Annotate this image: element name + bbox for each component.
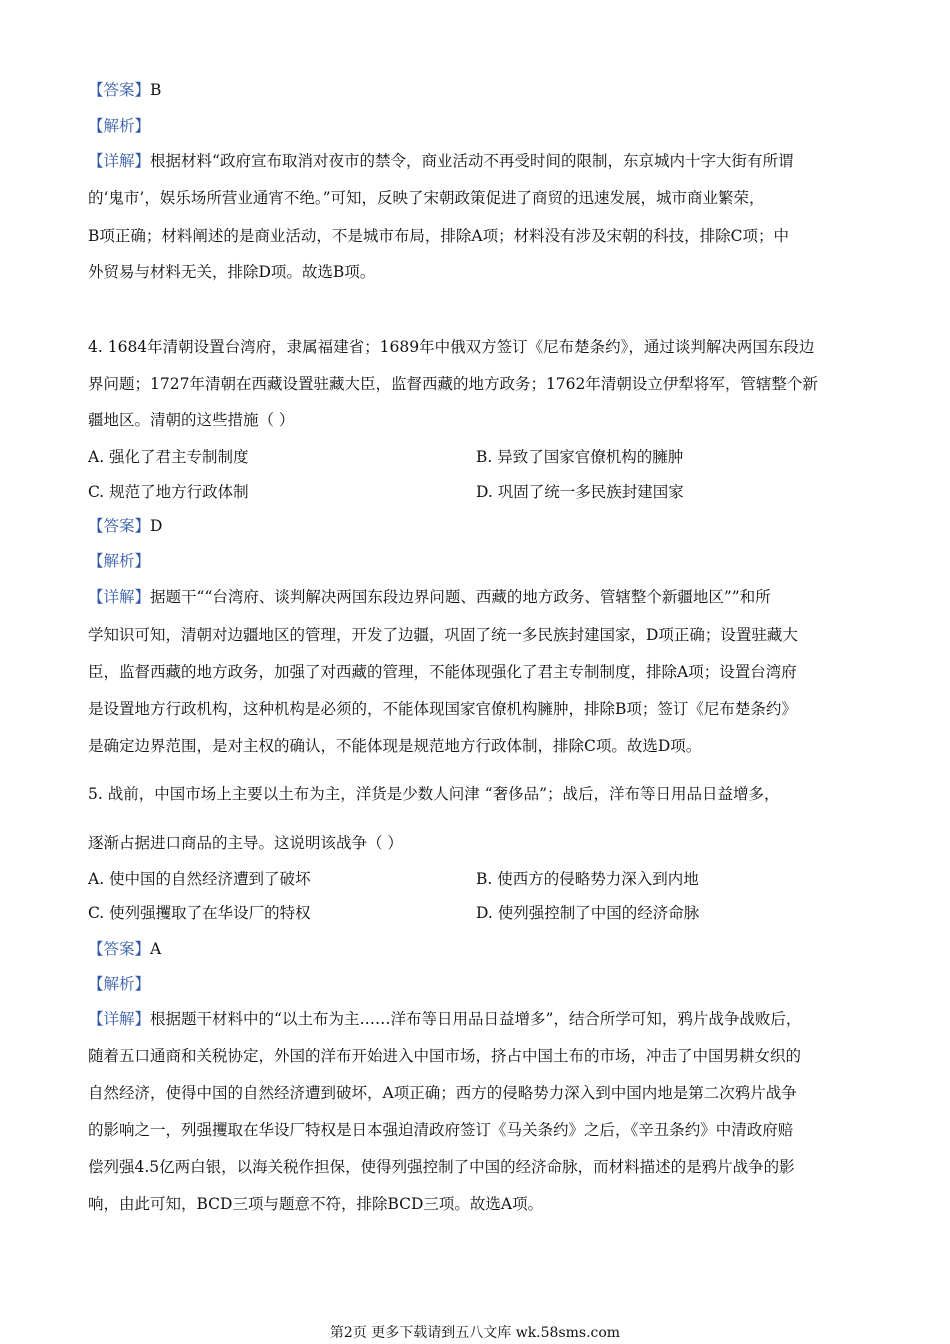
- q3-detail-line: 外贸易与材料无关，排除D项。故选B项。: [88, 263, 376, 281]
- q4-stem-line: 界问题；1727年清朝在西藏设置驻藏大臣，监督西藏的地方政务；1762年清朝设立伊犁将军，管辖整个新: [88, 375, 818, 393]
- q5-stem-line: 5. 战前，中国市场上主要以土布为主，洋货是少数人问津 “奢侈品”；战后，洋布等日用品日益增多，: [88, 785, 780, 803]
- detail-label: 【详解】: [88, 588, 151, 606]
- q4-detail-line: 学知识可知，清朝对边疆地区的管理，开发了边疆，巩固了统一多民族封建国家，D项正确；设置驻藏大: [88, 626, 798, 644]
- q4-stem-line: 疆地区。清朝的这些措施（ ）: [88, 411, 295, 429]
- q5-detail-line: 自然经济，使得中国的自然经济遭到破坏，A项正确；西方的侵略势力深入到中国内地是第二次鸦片战争: [88, 1084, 797, 1102]
- q4-detail-line: 是设置地方行政机构，这种机构是必须的，不能体现国家官僚机构臃肿，排除B项；签订《尼布楚条约》: [88, 700, 797, 718]
- page-footer: 第2页 更多下载请到五八文库 wk.58sms.com: [329, 1325, 621, 1341]
- answer-label: 【答案】: [88, 81, 151, 99]
- q4-answer-value: D: [150, 517, 163, 535]
- q5-stem-line: 逐渐占据进口商品的主导。这说明该战争（ ）: [88, 834, 403, 852]
- q4-detail-line: 是确定边界范围，是对主权的确认，不能体现是规范地方行政体制，排除C项。故选D项。: [88, 737, 702, 755]
- q4-option-a: A. 强化了君主专制制度: [88, 448, 249, 466]
- q3-answer-value: B: [150, 81, 162, 99]
- q4-answer-row: [88, 519, 162, 535]
- q5-option-c: C. 使列强攫取了在华设厂的特权: [88, 904, 311, 922]
- q5-detail-line: 的影响之一，列强攫取在华设厂特权是日本强迫清政府签订《马关条约》之后，《辛丑条约》中清政府赔: [88, 1121, 794, 1139]
- q5-detail-line: 响，由此可知，BCD三项与题意不符，排除BCD三项。故选A项。: [88, 1195, 544, 1213]
- q4-analysis-label: 【解析】: [88, 552, 151, 570]
- q3-detail-line: B项正确；材料阐述的是商业活动，不是城市布局，排除A项；材料没有涉及宋朝的科技，排除C项；中: [88, 227, 789, 245]
- q3-answer-row: [88, 83, 161, 99]
- detail-label: 【详解】: [88, 152, 151, 170]
- q4-stem-line: 4. 1684年清朝设置台湾府，隶属福建省；1689年中俄双方签订《尼布楚条约》，通过谈判解决两国东段边: [88, 338, 815, 356]
- q3-detail-line: 的‘鬼市’，娱乐场所营业通宵不绝。”可知，反映了宋朝政策促进了商贸的迅速发展，城市商业繁荣，: [88, 189, 765, 207]
- q3-detail-line: 【详解】根据材料“政府宣布取消对夜市的禁令，商业活动不再受时间的限制，东京城内十字大街有所谓: [88, 152, 794, 170]
- q5-option-a: A. 使中国的自然经济遭到了破坏: [88, 870, 311, 888]
- q5-answer-value: A: [150, 940, 162, 958]
- q5-option-d: D. 使列强控制了中国的经济命脉: [476, 904, 700, 922]
- q3-analysis-label: 【解析】: [88, 117, 151, 135]
- q5-detail-line: 随着五口通商和关税协定，外国的洋布开始进入中国市场，挤占中国土布的市场，冲击了中国男耕女织的: [88, 1047, 802, 1065]
- answer-label: 【答案】: [88, 517, 151, 535]
- q4-option-c: C. 规范了地方行政体制: [88, 483, 249, 501]
- q4-option-b: B. 异致了国家官僚机构的臃肿: [476, 448, 684, 466]
- answer-label: 【答案】: [88, 940, 151, 958]
- q4-detail-line: 【详解】据题干““台湾府、谈判解决两国东段边界问题、西藏的地方政务、管辖整个新疆地区””和所: [88, 588, 771, 606]
- q5-detail-line: 【详解】根据题干材料中的“以土布为主……洋布等日用品日益增多”，结合所学可知，鸦片战争战败后，: [88, 1010, 802, 1028]
- q4-detail-line: 臣，监督西藏的地方政务，加强了对西藏的管理，不能体现强化了君主专制制度，排除A项；设置台湾府: [88, 663, 797, 681]
- q5-detail-line: 偿列强4.5亿两白银，以海关税作担保，使得列强控制了中国的经济命脉，而材料描述的是鸦片战争的影: [88, 1158, 795, 1176]
- detail-label: 【详解】: [88, 1010, 151, 1028]
- q5-answer-row: [88, 942, 161, 958]
- q5-option-b: B. 使西方的侵略势力深入到内地: [476, 870, 699, 888]
- q5-analysis-label: 【解析】: [88, 975, 151, 993]
- q4-option-d: D. 巩固了统一多民族封建国家: [476, 483, 684, 501]
